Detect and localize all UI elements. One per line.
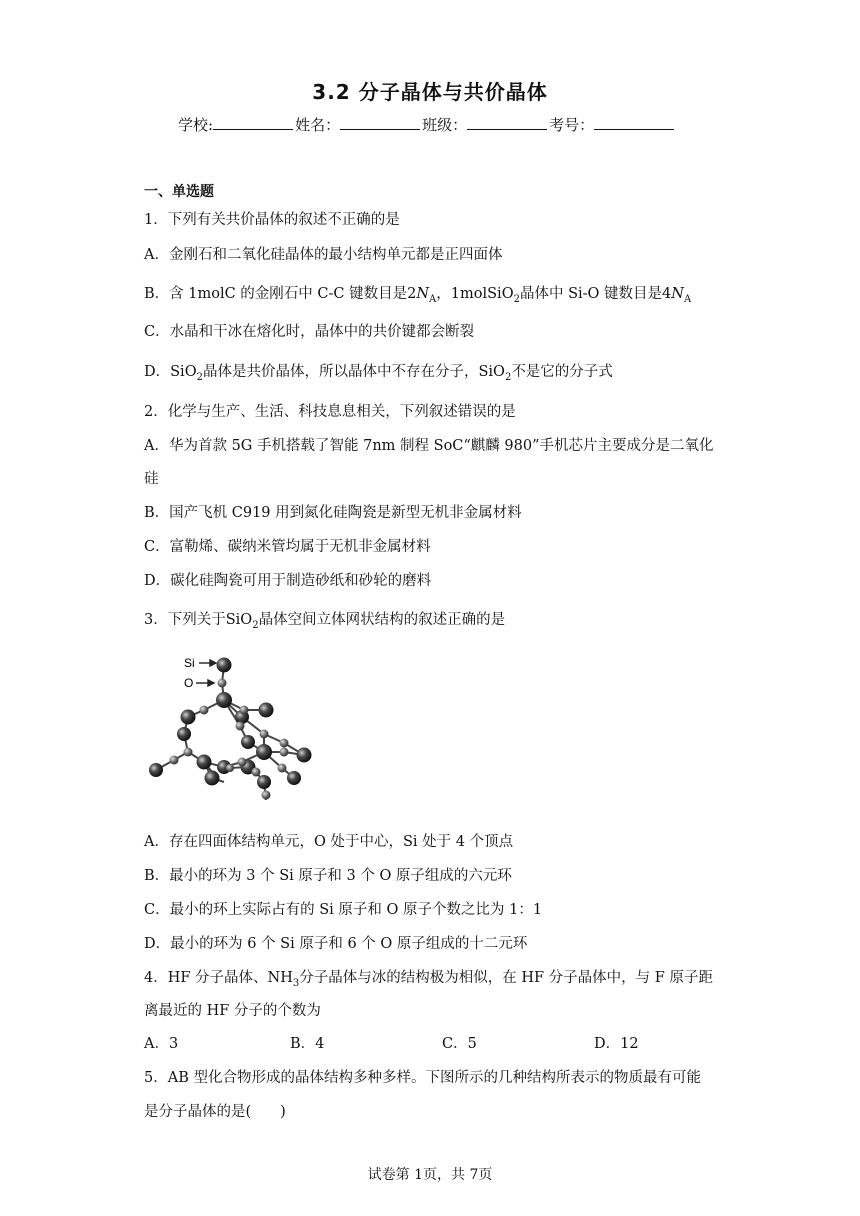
q3-stem	[144, 608, 505, 631]
school-blank[interactable]	[213, 115, 293, 130]
q1-b-sub2: 2	[513, 293, 520, 305]
q1-option-d	[144, 360, 613, 383]
q1-b-na2: N	[671, 286, 684, 302]
q1-b-a1: A	[429, 293, 437, 305]
q1-stem: 1．下列有关共价晶体的叙述不正确的是	[144, 212, 400, 228]
q4-stem-sub: 3	[292, 977, 300, 989]
q2-option-b: B．国产飞机 C919 用到氮化硅陶瓷是新型无机非金属材料	[144, 505, 522, 521]
page-footer: 试卷第 1页，共 7页	[367, 1167, 493, 1183]
q1-b-4: 4	[662, 286, 672, 302]
q4-option-b: B．4	[290, 1036, 325, 1052]
name-label: 姓名：	[295, 116, 341, 134]
q3-option-a: A．存在四面体结构单元，O 处于中心，Si 处于 4 个顶点	[144, 834, 514, 850]
q1-d-text1: D．SiO	[144, 364, 197, 380]
q2-option-a-line1: A．华为首款 5G 手机搭载了智能 7nm 制程 SoC“麒麟 980”手机芯片主要成分是二氧化	[144, 438, 714, 454]
q1-d-text3: 不是它的分子式	[511, 364, 613, 380]
q2-option-d: D．碳化硅陶瓷可用于制造砂纸和砂轮的磨料	[144, 573, 432, 589]
q3-stem-sio: SiO	[225, 612, 253, 628]
q1-b-text1: B．含 1molC 的金刚石中 C-C 键数目是	[144, 286, 408, 302]
section-heading: 一、单选题	[144, 184, 214, 200]
q4-stem-line1	[144, 966, 713, 989]
q1-option-a: A．金刚石和二氧化硅晶体的最小结构单元都是正四面体	[144, 247, 503, 263]
q2-option-a-line2: 硅	[144, 471, 159, 487]
q4-option-c: C．5	[442, 1036, 477, 1052]
q4-stem-line2: 离最近的 HF 分子的个数为	[144, 1003, 321, 1019]
name-blank[interactable]	[340, 115, 420, 130]
sio2-structure-figure	[144, 650, 324, 800]
q1-option-c: C．水晶和干冰在熔化时，晶体中的共价键都会断裂	[144, 324, 475, 340]
exam-no-blank[interactable]	[594, 115, 674, 130]
q4-option-a: A．3	[144, 1036, 179, 1052]
fig-arrows	[196, 660, 216, 686]
q4-option-d: D．12	[594, 1036, 639, 1052]
student-info-line	[178, 114, 676, 135]
q1-d-sub1: 2	[196, 371, 203, 383]
class-blank[interactable]	[467, 115, 547, 130]
q1-b-text3: 晶体中 Si-O 键数目是	[519, 286, 663, 302]
q3-option-b: B．最小的环为 3 个 Si 原子和 3 个 O 原子组成的六元环	[144, 868, 512, 884]
q1-b-na1: N	[416, 286, 430, 302]
q2-option-c: C．富勒烯、碳纳米管均属于无机非金属材料	[144, 539, 431, 555]
q5-stem-line1: 5．AB 型化合物形成的晶体结构多种多样。下图所示的几种结构所表示的物质最有可能	[144, 1070, 701, 1086]
q3-option-c: C．最小的环上实际占有的 Si 原子和 O 原子个数之比为 1：1	[144, 902, 543, 918]
q4-stem-text2: 分子晶体与冰的结构极为相似，在 HF 分子晶体中，与 F 原子距	[299, 970, 713, 986]
fig-o-label: O	[184, 676, 194, 690]
q1-option-b	[144, 282, 691, 305]
q3-option-d: D．最小的环为 6 个 Si 原子和 6 个 O 原子组成的十二元环	[144, 936, 528, 952]
q4-stem-text1: 4．HF 分子晶体、NH	[144, 970, 293, 986]
q3-stem-sub: 2	[252, 619, 259, 631]
page-title: 3.2 分子晶体与共价晶体	[312, 80, 548, 104]
q5-stem-line2: 是分子晶体的是( )	[144, 1104, 286, 1120]
q2-stem: 2．化学与生产、生活、科技息息相关，下列叙述错误的是	[144, 404, 516, 420]
q1-b-text2: ，1molSiO	[436, 286, 514, 302]
sio2-structure-svg	[144, 650, 324, 800]
q3-stem-text1: 3．下列关于	[144, 612, 226, 628]
q1-d-text2: 晶体是共价晶体，所以晶体中不存在分子，SiO	[202, 364, 505, 380]
q1-b-2: 2	[407, 286, 417, 302]
q1-d-sub2: 2	[504, 371, 512, 383]
fig-si-label: Si	[184, 656, 195, 670]
q3-stem-text2: 晶体空间立体网状结构的叙述正确的是	[258, 612, 506, 628]
school-label: 学校:	[178, 116, 214, 134]
class-label: 班级：	[422, 116, 468, 134]
exam-no-label: 考号：	[549, 116, 595, 134]
q1-b-a2: A	[683, 293, 692, 305]
